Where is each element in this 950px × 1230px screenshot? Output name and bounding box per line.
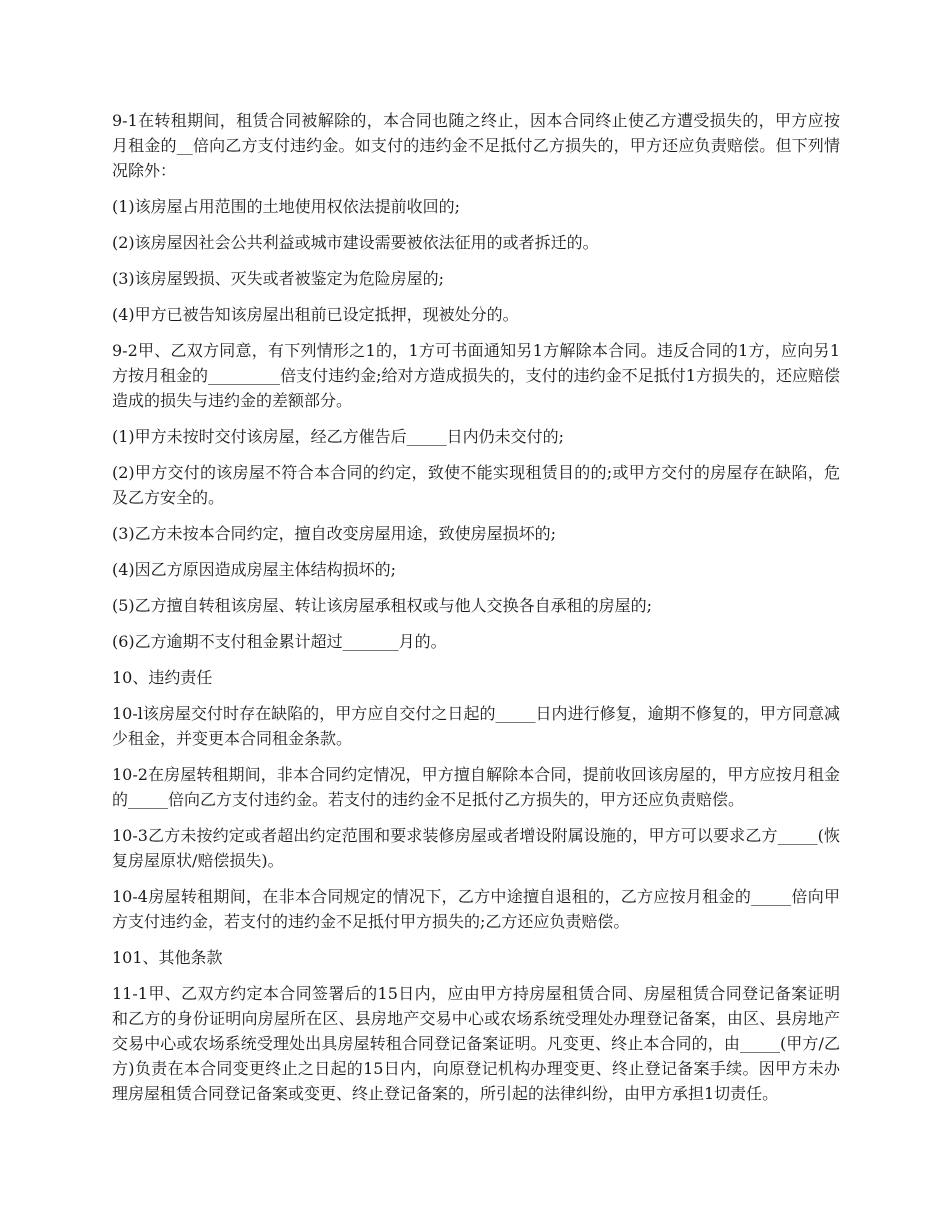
clause-9-2: 9-2甲、乙双方同意，有下列情形之1的，1方可书面通知另1方解除本合同。违反合同的1方，应向另1方按月租金的_________倍支付违约金;给对方造成损失的，支付的违约金不足抵付1方损失的，还应赔偿造成的损失与违约金的差额部分。 — [112, 341, 840, 410]
clause-9-2-item-1: (1)甲方未按时交付该房屋，经乙方催告后_____日内仍未交付的; — [112, 427, 565, 446]
clause-9-1-item-3: (3)该房屋毁损、灭失或者被鉴定为危险房屋的; — [112, 269, 445, 288]
clause-9-1-item-4: (4)甲方已被告知该房屋出租前已设定抵押，现被处分的。 — [112, 305, 519, 324]
clause-11-1: 11-1甲、乙双方约定本合同签署后的15日内，应由甲方持房屋租赁合同、房屋租赁合同登记备案证明和乙方的身份证明向房屋所在区、县房地产交易中心或农场系统受理处办理登记备案，由区、县房地产交易中心或农场系统受理处出具房屋转租合同登记备案证明。凡变更、终止本合同的，由_____(甲方/乙方)负责在本合同变更终止之日起的15日内，向原登记机构办理变更、终止登记备案手续。因甲方未办理房屋租赁合同登记备案或变更、终止登记备案的，所引起的法律纠纷，由甲方承担1切责任。 — [112, 984, 840, 1103]
section-heading-10: 10、违约责任 — [112, 668, 213, 687]
clause-10-2: 10-2在房屋转租期间，非本合同约定情况，甲方擅自解除本合同，提前收回该房屋的，甲方应按月租金的_____倍向乙方支付违约金。若支付的违约金不足抵付乙方损失的，甲方还应负责赔偿。 — [112, 765, 840, 809]
document-body — [112, 108, 840, 1117]
clause-9-2-item-6: (6)乙方逾期不支付租金累计超过_______月的。 — [112, 632, 447, 651]
clause-10-3: 10-3乙方未按约定或者超出约定范围和要求装修房屋或者增设附属设施的，甲方可以要求乙方_____(恢复房屋原状/赔偿损失)。 — [112, 826, 840, 870]
clause-10-4: 10-4房屋转租期间，在非本合同规定的情况下，乙方中途擅自退租的，乙方应按月租金的_____倍向甲方支付违约金，若支付的违约金不足抵付甲方损失的;乙方还应负责赔偿。 — [112, 887, 840, 931]
clause-9-2-item-5: (5)乙方擅自转租该房屋、转让该房屋承租权或与他人交换各自承租的房屋的; — [112, 596, 653, 615]
clause-9-2-item-2: (2)甲方交付的该房屋不符合本合同的约定，致使不能实现租赁目的的;或甲方交付的房屋存在缺陷，危及乙方安全的。 — [112, 463, 840, 507]
clause-9-2-item-3: (3)乙方未按本合同约定，擅自改变房屋用途，致使房屋损坏的; — [112, 524, 557, 543]
clause-9-1-item-1: (1)该房屋占用范围的土地使用权依法提前收回的; — [112, 197, 461, 216]
section-heading-101: 101、其他条款 — [112, 948, 223, 967]
clause-9-1-item-2: (2)该房屋因社会公共利益或城市建设需要被依法征用的或者拆迁的。 — [112, 233, 599, 252]
clause-9-1: 9-1在转租期间，租赁合同被解除的，本合同也随之终止，因本合同终止使乙方遭受损失的，甲方应按月租金的__倍向乙方支付违约金。如支付的违约金不足抵付乙方损失的，甲方还应负责赔偿。但下列情况除外： — [112, 111, 840, 180]
clause-9-2-item-4: (4)因乙方原因造成房屋主体结构损坏的; — [112, 560, 397, 579]
clause-10-1: 10-l该房屋交付时存在缺陷的，甲方应自交付之日起的_____日内进行修复，逾期不修复的，甲方同意减少租金，并变更本合同租金条款。 — [112, 704, 840, 748]
